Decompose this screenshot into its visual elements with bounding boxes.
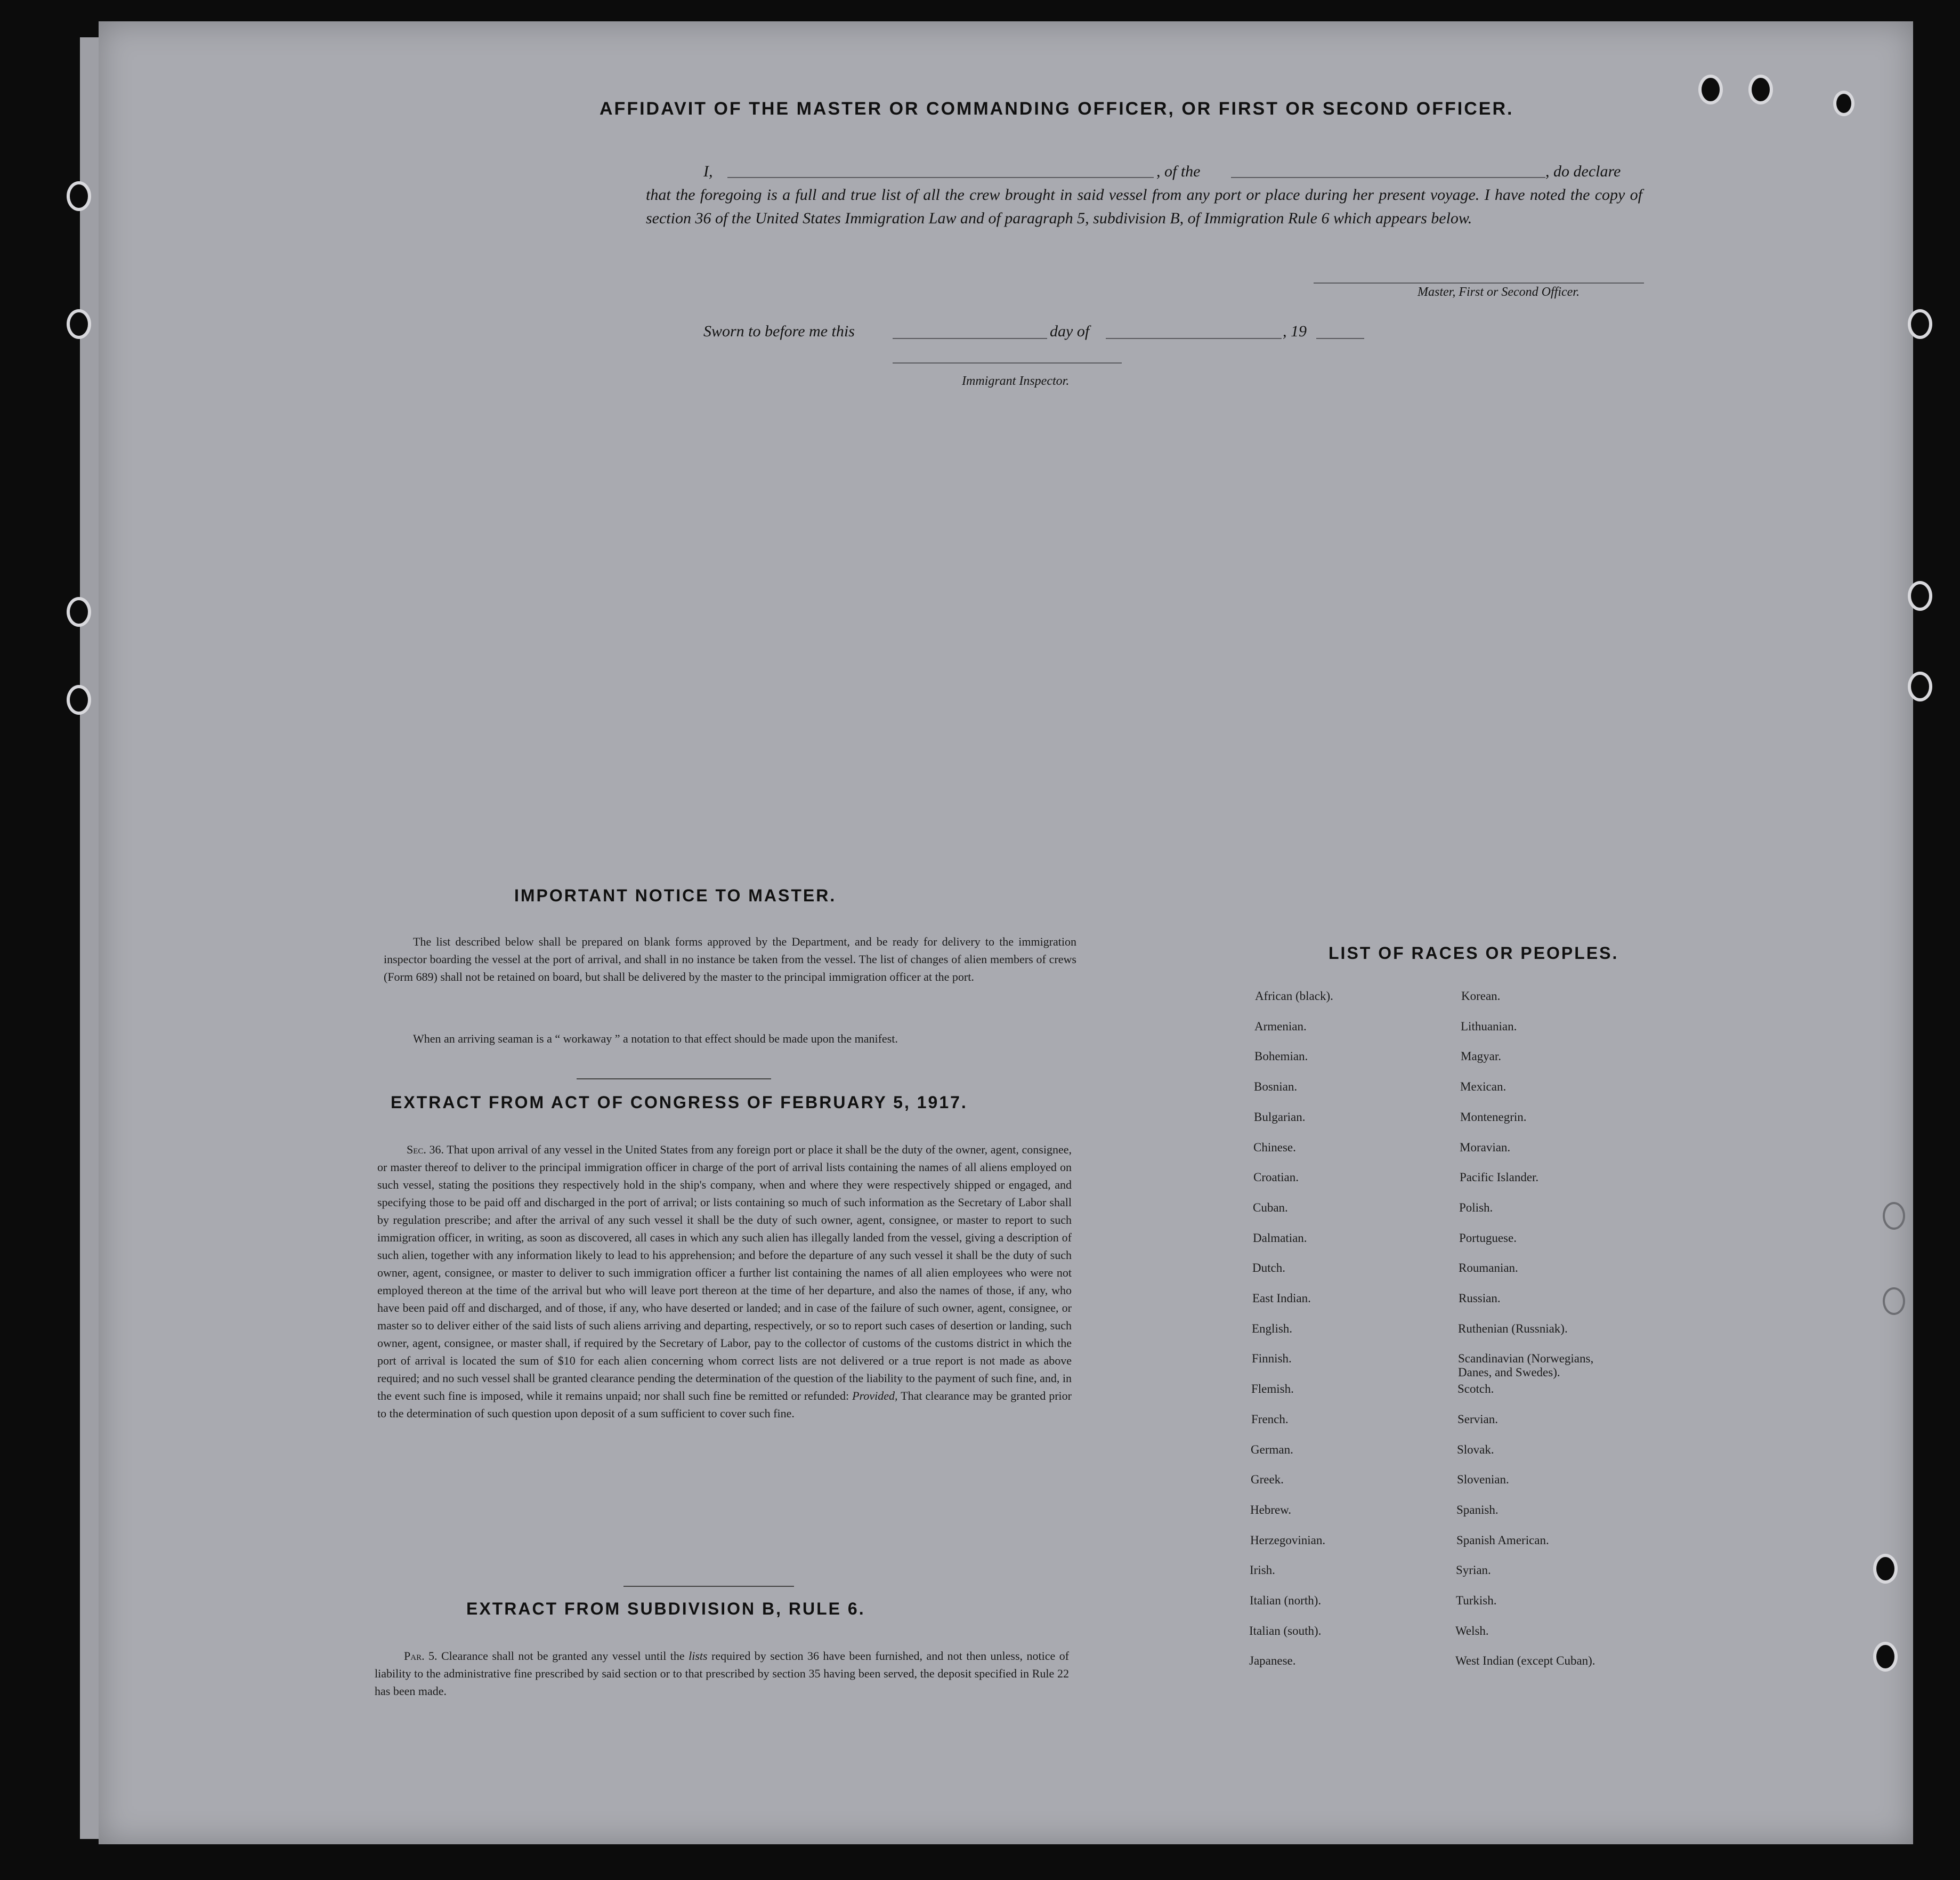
binder-hole: [1908, 581, 1932, 611]
race-item: Bulgarian.: [1254, 1110, 1306, 1124]
race-item: German.: [1251, 1443, 1293, 1456]
race-item: Hebrew.: [1250, 1503, 1292, 1516]
race-item: Scotch.: [1457, 1382, 1494, 1395]
name-line: [727, 177, 1154, 178]
race-item: Italian (south).: [1249, 1624, 1322, 1637]
race-item: Dalmatian.: [1253, 1231, 1307, 1245]
affidavit-body: that the foregoing is a full and true list of all the crew brought in said vessel from any port or place during her present voyage. I have noted the copy of section 36 of the United States Immigration Law and of paragraph 5, subdivision B, of Immigration Rule 6 which appears below.: [646, 186, 1642, 227]
race-item: West Indian (except Cuban).: [1455, 1654, 1595, 1667]
race-item: Japanese.: [1249, 1654, 1296, 1667]
affidavit-do-declare: , do declare: [1545, 163, 1621, 180]
section-divider: [577, 1078, 771, 1079]
race-item: Croatian.: [1253, 1171, 1299, 1184]
race-item: Scandinavian (Norwegians, Danes, and Swedes).: [1458, 1352, 1594, 1379]
act-extract-text: [377, 1141, 1072, 1422]
binder-hole: [67, 309, 91, 339]
act-body-text: That upon arrival of any vessel in the United States from any foreign port or place it shall be the duty of the owner, agent, consignee, or master thereof to deliver to the principal immigration officer in charge of the port of arrival lists containing the names of all aliens employed on such vessel, stating the positions they respectively hold in the ship's company, when and where they were respectively shipped or engaged, and specifying those to be paid off and discharged in the port of arrival; or lists containing so much of such information as the Secretary of Labor shall by regulation prescribe; and after the arrival of any such vessel it shall be the duty of such owner, agent, consignee, or master to report to such immigration officer, in writing, as soon as discovered, all cases in which any such alien has illegally landed from the vessel, giving a description of such alien, together with any information likely to lead to his apprehension; and before the departure of any such vessel it shall be the duty of such owner, agent, consignee, or master to deliver to such immigration officer a further list containing the names of all alien employees who were not employed thereon at the time of the arrival but who will leave port thereon at the time of her departure, and also the names of those, if any, who have been paid off and discharged, and of those, if any, who have deserted or landed; and in case of the failure of such owner, agent, consignee, or master so to deliver either of the said lists of such aliens arriving and departing, respectively, or so to report such cases of desertion or landing, such owner, agent, consignee, or master shall, if required by the Secretary of Labor, pay to the collector of customs of the customs district in which the port of arrival is located the sum of $10 for each alien concerning whom correct lists are not delivered or a true report is not made as above required; and no such vessel shall be granted clearance pending the determination of the question of the liability to the payment of such fine, and, in the event such fine is imposed, while it remains unpaid; nor shall such fine be remitted or refunded:: [377, 1143, 1072, 1402]
master-signature-line: [1314, 283, 1644, 284]
notice-para-1: The list described below shall be prepared on blank forms approved by the Department, and be ready for delivery to the immigration inspector boarding the vessel at the port of arrival, and shall in no instance be taken from the vessel. The list of changes of alien members of crews (Form 689) shall not be retained on board, but shall be delivered by the master to the principal immigration officer at the port.: [384, 935, 1076, 983]
sworn-day-of: day of: [1050, 322, 1090, 340]
affidavit-i-prefix: I,: [703, 163, 713, 180]
binder-hole: [1908, 672, 1932, 701]
race-item: Finnish.: [1252, 1352, 1292, 1365]
race-item: Cuban.: [1253, 1201, 1288, 1214]
race-item: Ruthenian (Russniak).: [1458, 1322, 1568, 1335]
race-item: Moravian.: [1460, 1141, 1511, 1154]
vessel-line: [1231, 177, 1545, 178]
sworn-day-line: [893, 338, 1047, 339]
race-item: Welsh.: [1455, 1624, 1489, 1637]
race-item: Mexican.: [1460, 1080, 1507, 1093]
race-item: Chinese.: [1253, 1141, 1296, 1154]
races-title: LIST OF RACES OR PEOPLES.: [1329, 943, 1619, 963]
section-divider: [623, 1586, 794, 1587]
race-item: Roumanian.: [1459, 1261, 1518, 1274]
race-item: Irish.: [1250, 1563, 1275, 1577]
act-provided: Provided,: [852, 1389, 898, 1402]
master-signature-label: Master, First or Second Officer.: [1418, 285, 1580, 299]
race-item: Polish.: [1459, 1201, 1493, 1214]
race-item: Armenian.: [1254, 1020, 1307, 1033]
race-item: Slovenian.: [1457, 1473, 1509, 1486]
rule-par-label: Par. 5.: [404, 1649, 438, 1663]
race-item: English.: [1252, 1322, 1293, 1335]
binder-hole: [1748, 75, 1773, 104]
race-item: Bosnian.: [1254, 1080, 1298, 1093]
inspector-signature-line: [893, 362, 1122, 364]
race-item: Magyar.: [1461, 1050, 1502, 1063]
race-item: Herzegovinian.: [1250, 1534, 1326, 1547]
binder-hole: [1698, 75, 1723, 104]
race-item: Pacific Islander.: [1460, 1171, 1539, 1184]
race-item: Spanish.: [1456, 1503, 1499, 1516]
sworn-year-prefix: , 19: [1283, 322, 1307, 340]
page-left-edge: [80, 37, 100, 1839]
race-item: Spanish American.: [1456, 1534, 1549, 1547]
affidavit-of-the: , of the: [1156, 163, 1201, 180]
race-item: Russian.: [1459, 1292, 1501, 1305]
binder-hole: [1883, 1202, 1905, 1230]
sworn-prefix: Sworn to before me this: [703, 322, 855, 340]
notice-title: IMPORTANT NOTICE TO MASTER.: [514, 886, 837, 905]
inspector-label: Immigrant Inspector.: [962, 374, 1070, 388]
binder-hole: [1873, 1642, 1898, 1672]
race-item: Portuguese.: [1459, 1231, 1517, 1245]
affidavit-title: AFFIDAVIT OF THE MASTER OR COMMANDING OFFICER, OR FIRST OR SECOND OFFICER.: [600, 99, 1514, 119]
sworn-month-line: [1106, 338, 1282, 339]
rule-extract-title: EXTRACT FROM SUBDIVISION B, RULE 6.: [466, 1599, 865, 1618]
binder-hole: [1883, 1287, 1905, 1315]
race-item: Dutch.: [1252, 1261, 1285, 1274]
notice-para-2: When an arriving seaman is a “ workaway ” a notation to that effect should be made upon the manifest.: [413, 1032, 898, 1045]
rule-text-b: required by section 36 have been furnished, and not then unless, notice of liability to the administrative fine prescribed by said section or to that prescribed by section 35 having been served, the deposit specified in Rule 22 has been made.: [375, 1649, 1070, 1698]
race-item: Syrian.: [1456, 1563, 1491, 1577]
rule-lists: lists: [689, 1649, 708, 1663]
race-item: Italian (north).: [1250, 1594, 1322, 1607]
race-item: French.: [1251, 1413, 1289, 1426]
binder-hole: [67, 685, 91, 715]
rule-text-a: Clearance shall not be granted any vessel until the: [441, 1649, 685, 1663]
sworn-year-line: [1316, 338, 1364, 339]
rule-extract-text: [375, 1647, 1069, 1700]
binder-hole: [1833, 91, 1854, 116]
race-item: East Indian.: [1252, 1292, 1311, 1305]
binder-hole: [67, 181, 91, 211]
manifest-page: [99, 21, 1913, 1844]
race-item: Lithuanian.: [1461, 1020, 1517, 1033]
race-item: Slovak.: [1457, 1443, 1494, 1456]
binder-hole: [1908, 309, 1932, 339]
race-item: Flemish.: [1251, 1382, 1294, 1395]
binder-hole: [67, 597, 91, 627]
race-item: Greek.: [1251, 1473, 1284, 1486]
race-item: Servian.: [1457, 1413, 1499, 1426]
act-body-end: That clearance may be granted prior to the determination of such question upon deposit of a sum sufficient to cover such fine.: [377, 1389, 1072, 1420]
race-item: Korean.: [1461, 989, 1501, 1003]
race-item: Bohemian.: [1254, 1050, 1308, 1063]
act-extract-title: EXTRACT FROM ACT OF CONGRESS OF FEBRUARY 5, 1917.: [391, 1093, 968, 1112]
race-item: African (black).: [1255, 989, 1333, 1003]
race-item: Turkish.: [1456, 1594, 1497, 1607]
race-item: Montenegrin.: [1460, 1110, 1527, 1124]
binder-hole: [1873, 1554, 1898, 1584]
act-section-label: Sec. 36.: [407, 1143, 444, 1156]
